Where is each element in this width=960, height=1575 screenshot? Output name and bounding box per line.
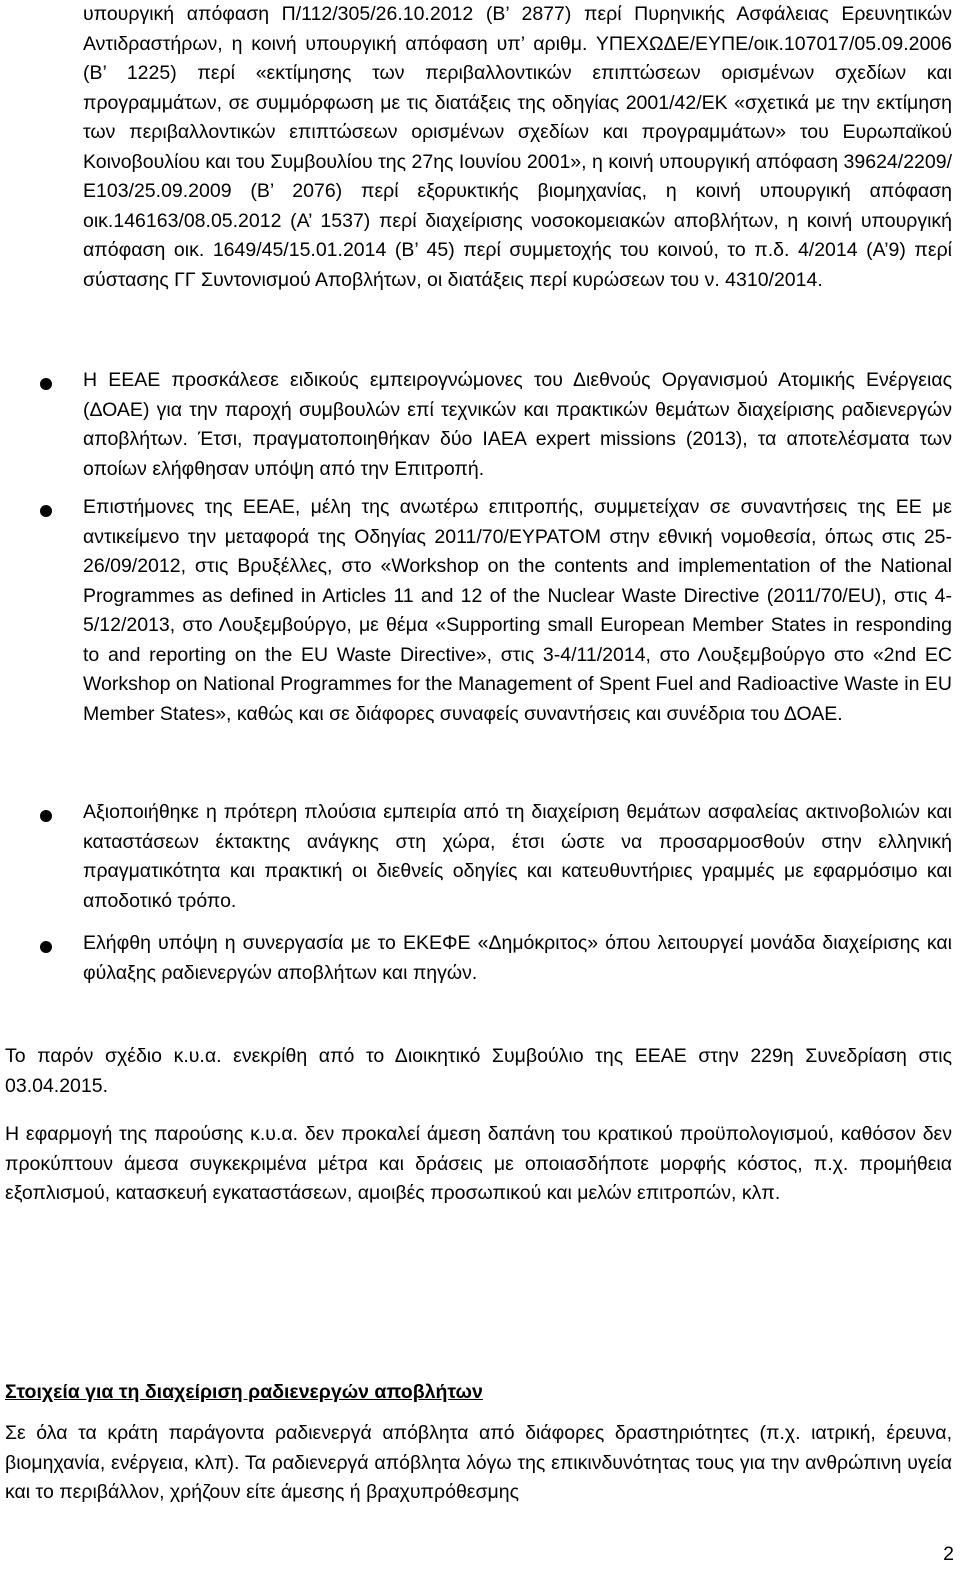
section-paragraph: Σε όλα τα κράτη παράγοντα ραδιενεργά απόβλητα από διάφορες δραστηριότητες (π.χ. ιατρική, έρευνα, βιομηχανία, ενέργεια, κλπ). Τα ραδιενεργά απόβλητα λόγω της επικινδυνότητας τους για την ανθρώπινη υγεία και το περιβάλλον, χρήζουν είτε άμεσης ή βραχυπρόθεσμης <box>5 1422 952 1503</box>
bullet-icon <box>40 810 52 822</box>
page-number: 2 <box>943 1543 954 1565</box>
continuation-paragraph: υπουργική απόφαση Π/112/305/26.10.2012 (Β’ 2877) περί Πυρηνικής Ασφάλειας Ερευνητικών Αντιδραστήρων, η κοινή υπουργική απόφαση υπ’ αριθμ. ΥΠΕΧΩΔΕ/ΕΥΠΕ/οικ.107017/05.09.2006 (Β’ 1225) περί «εκτίμησης των περιβαλλοντικών επιπτώσεων ορισμένων σχεδίων και προγραμμάτων, σε συμμόρφωση με τις διατάξεις της οδηγίας 2001/42/ΕΚ «σχετικά με την εκτίμηση των περιβαλλοντικών επιπτώσεων ορισμένων σχεδίων και προγραμμάτων» του Ευρωπαϊκού Κοινοβουλίου και του Συμβουλίου της 27ης Ιουνίου 2001», η κοινή υπουργική απόφαση 39624/2209/Ε103/25.09.2009 (Β’ 2076) περί εξορυκτικής βιομηχανίας, η κοινή υπουργική απόφαση οικ.146163/08.05.2012 (Α’ 1537) περί διαχείρισης νοσοκομειακών αποβλήτων, η κοινή υπουργική απόφαση οικ. 1649/45/15.01.2014 (Β’ 45) περί συμμετοχής του κοινού, το π.δ. 4/2014 (Α’9) περί σύστασης ΓΓ Συντονισμού Αποβλήτων, οι διατάξεις περί κυρώσεων του ν. 4310/2014. <box>83 3 952 291</box>
bullet-item-3: Αξιοποιήθηκε η πρότερη πλούσια εμπειρία από τη διαχείριση θεμάτων ασφαλείας ακτινοβολιών και καταστάσεων έκτακτης ανάγκης στη χώρα, έτσι ώστε να προσαρμοσθούν στην ελληνική πραγματικότητα και πρακτική οι διεθνείς οδηγίες και κατευθυντήριες γραμμές με εφαρμόσιμο και αποδοτικό τρόπο. <box>83 801 952 912</box>
bullet-item-4: Ελήφθη υπόψη η συνεργασία με το ΕΚΕΦΕ «Δημόκριτος» όπου λειτουργεί μονάδα διαχείρισης και φύλαξης ραδιενεργών αποβλήτων και πηγών. <box>83 932 952 984</box>
cost-paragraph: Η εφαρμογή της παρούσης κ.υ.α. δεν προκαλεί άμεση δαπάνη του κρατικού προϋπολογισμού, καθόσον δεν προκύπτουν άμεσα συγκεκριμένα μέτρα και δράσεις με οποιασδήποτε μορφής κόστος, π.χ. προμήθεια εξοπλισμού, κατασκευή εγκαταστάσεων, αμοιβές προσωπικού και μελών επιτροπών, κλπ. <box>5 1123 952 1204</box>
section-heading: Στοιχεία για τη διαχείριση ραδιενεργών αποβλήτων <box>5 1381 483 1403</box>
bullet-icon <box>40 378 52 390</box>
approval-paragraph: Το παρόν σχέδιο κ.υ.α. ενεκρίθη από το Διοικητικό Συμβούλιο της ΕΕΑΕ στην 229η Συνεδρίαση στις 03.04.2015. <box>5 1045 952 1097</box>
bullet-icon <box>40 505 52 517</box>
bullet-icon <box>40 941 52 953</box>
bullet-item-1: Η ΕΕΑΕ προσκάλεσε ειδικούς εμπειρογνώμονες του Διεθνούς Οργανισμού Ατομικής Ενέργειας (ΔΟΑΕ) για την παροχή συμβουλών επί τεχνικών και πρακτικών θεμάτων διαχείρισης ραδιενεργών αποβλήτων. Έτσι, πραγματοποιηθήκαν δύο IAEA expert missions (2013), τα αποτελέσματα των οποίων ελήφθησαν υπόψη από την Επιτροπή. <box>83 369 952 480</box>
bullet-item-2: Επιστήμονες της ΕΕΑΕ, μέλη της ανωτέρω επιτροπής, συμμετείχαν σε συναντήσεις της ΕΕ με αντικείμενο την μεταφορά της Οδηγίας 2011/70/ΕΥΡΑΤΟΜ στην εθνική νομοθεσία, όπως στις 25-26/09/2012, στις Βρυξέλλες, στο «Workshop on the contents and implementation of the National Programmes as defined in Articles 11 and 12 of the Nuclear Waste Directive (2011/70/EU), στις 4-5/12/2013, στο Λουξεμβούργο, με θέμα «Supporting small European Member States in responding to and reporting on the EU Waste Directive», στις 3-4/11/2014, στο Λουξεμβούργο στο «2nd EC Workshop on National Programmes for the Management of Spent Fuel and Radioactive Waste in EU Member States», καθώς και σε διάφορες συναφείς συναντήσεις και συνέδρια του ΔΟΑΕ. <box>83 496 952 725</box>
